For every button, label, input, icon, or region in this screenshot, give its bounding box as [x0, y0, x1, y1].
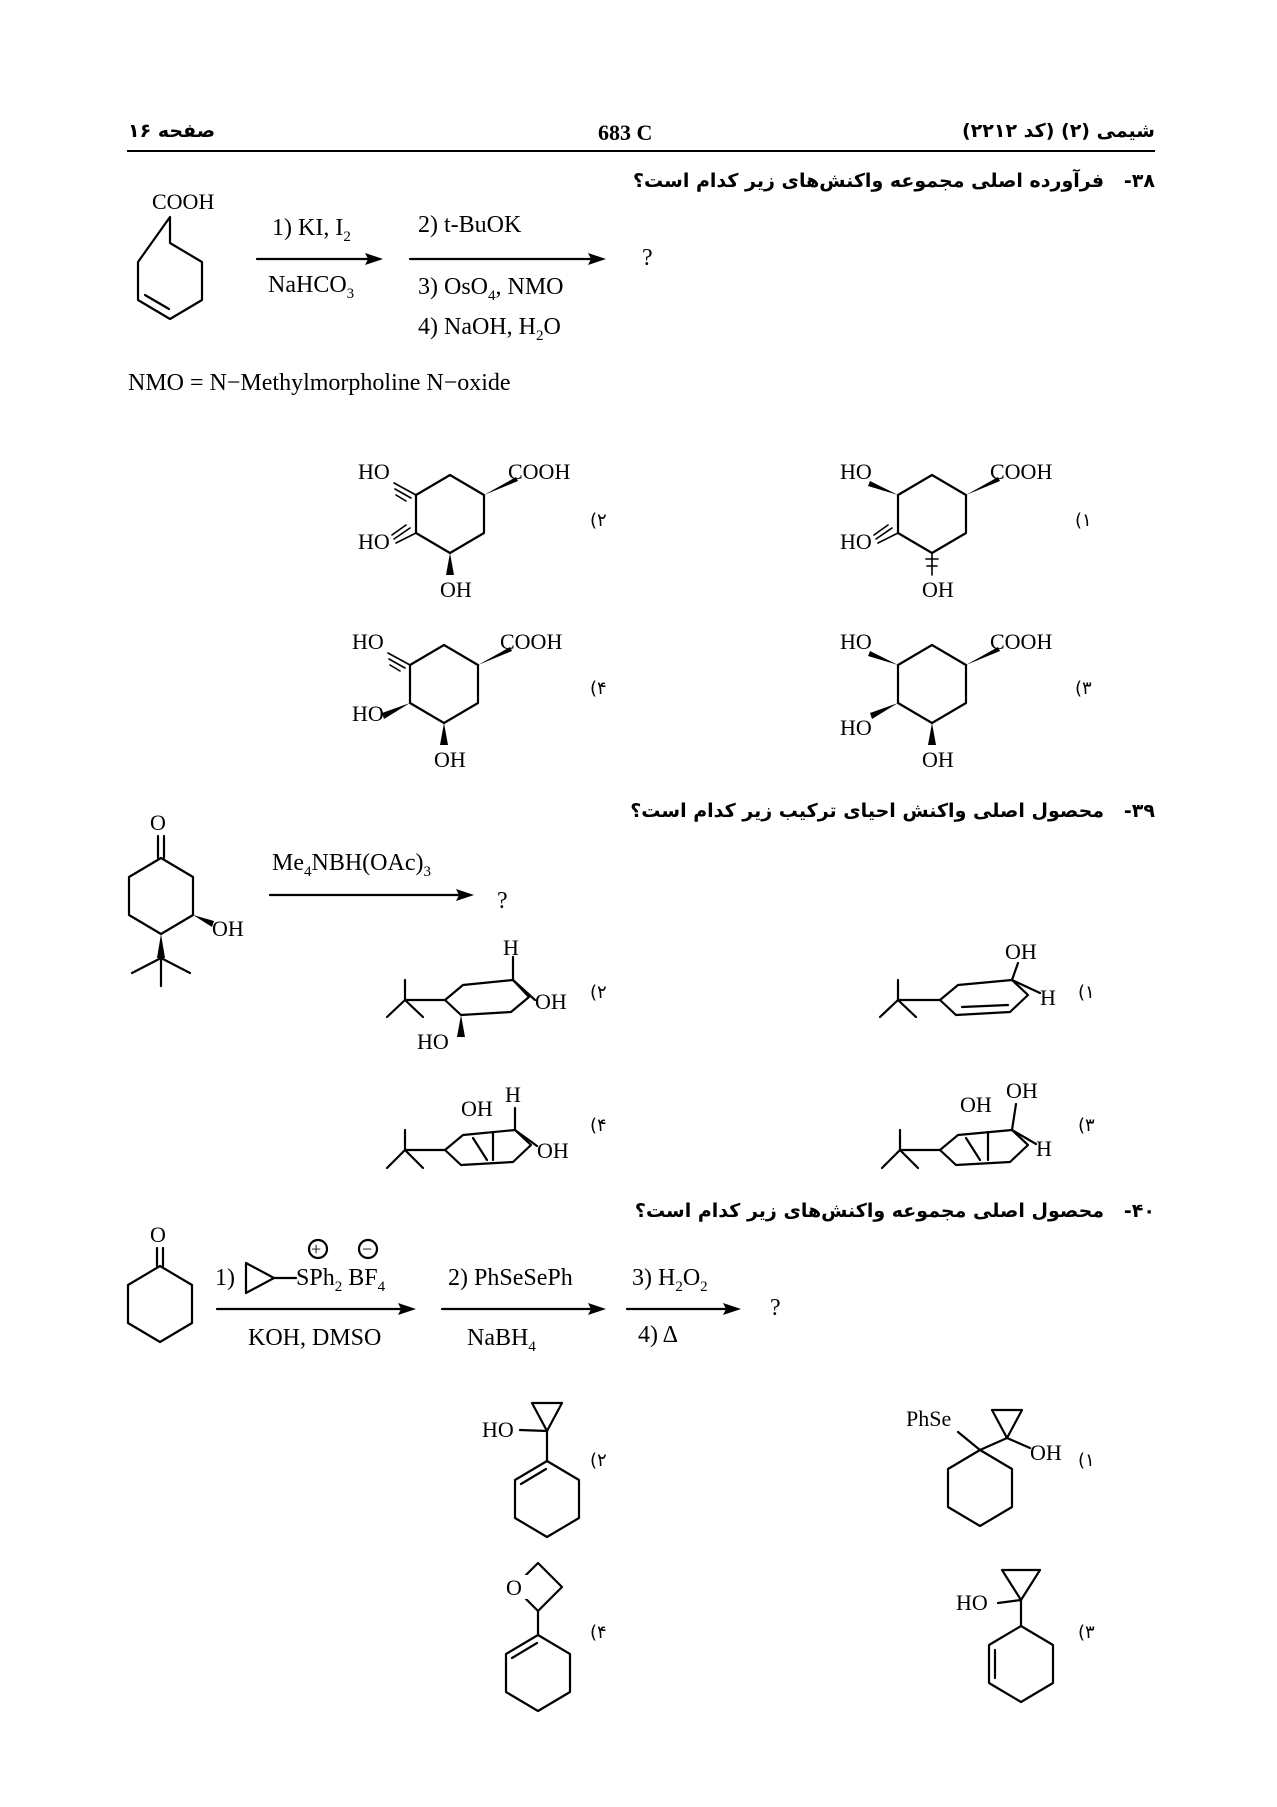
svg-text:H: H — [505, 1082, 521, 1107]
svg-text:+: + — [311, 1239, 322, 1259]
q40-arrow-2 — [440, 1302, 610, 1316]
svg-text:COOH: COOH — [500, 629, 563, 654]
q40-option-4-number[interactable]: (۴ — [590, 1622, 607, 1643]
q40-option-1-number[interactable]: (۱ — [1078, 1450, 1095, 1471]
q40-step2: 2) PhSeSePh — [448, 1265, 573, 1291]
q39-option-1-number[interactable]: (۱ — [1078, 982, 1095, 1003]
svg-text:OH: OH — [535, 989, 567, 1014]
q38-option-2-structure — [358, 455, 598, 605]
q40-number: ۴۰- — [1123, 1200, 1155, 1222]
svg-text:HO: HO — [840, 629, 872, 654]
q40-option-2-structure — [470, 1385, 600, 1565]
q39-reagent: $Me_4NBH(OAc)_3$ — [272, 850, 431, 880]
q39-question-mark: ? — [497, 888, 508, 914]
svg-text:HO: HO — [358, 529, 390, 554]
q40-starting-material — [120, 1220, 210, 1350]
q39-question: محصول اصلی واکنش احیای ترکیب زیر کدام است؟ — [630, 800, 1105, 822]
q39-option-3-number[interactable]: (۳ — [1078, 1115, 1095, 1136]
q40-step4: 4) Δ — [638, 1322, 679, 1348]
q40-option-2-number[interactable]: (۲ — [590, 1450, 607, 1471]
q38-question-mark: ? — [642, 245, 653, 271]
q40-option-1-structure — [900, 1390, 1080, 1550]
q40-text — [635, 1200, 1155, 1222]
svg-text:OH: OH — [922, 747, 954, 772]
q38-nmo-note: NMO = N−Methylmorpholine N−oxide — [128, 370, 511, 396]
header-page-number: صفحه ۱۶ — [128, 120, 216, 142]
q38-text — [633, 170, 1155, 192]
svg-text:HO: HO — [358, 459, 390, 484]
q38-question: فرآورده اصلی مجموعه واکنش‌های زیر کدام است؟ — [633, 170, 1105, 192]
svg-text:HO: HO — [840, 529, 872, 554]
svg-text:HO: HO — [840, 459, 872, 484]
header-rule — [127, 150, 1155, 152]
svg-text:OH: OH — [1006, 1078, 1038, 1103]
q39-starting-material — [120, 808, 260, 998]
svg-text:OH: OH — [1030, 1440, 1062, 1465]
svg-text:O: O — [506, 1575, 522, 1600]
svg-text:OH: OH — [922, 577, 954, 602]
q40-step3: 3) $H_2O_2$ — [632, 1265, 708, 1295]
q38-start-cooh: COOH — [152, 189, 215, 214]
q39-text — [630, 800, 1155, 822]
q38-step1-a: 1) KI, $I_2$ — [272, 215, 351, 245]
q38-option-3-number[interactable]: (۳ — [1075, 678, 1092, 699]
svg-text:HO: HO — [956, 1590, 988, 1615]
svg-text:HO: HO — [840, 715, 872, 740]
q38-step4: 4) NaOH, $H_2O$ — [418, 314, 561, 344]
svg-text:HO: HO — [352, 701, 384, 726]
svg-text:HO: HO — [482, 1417, 514, 1442]
q40-step1-reagent: SPh$_2$ $BF_4$ — [296, 1265, 386, 1295]
q38-arrow-1 — [255, 252, 385, 266]
svg-text:OH: OH — [434, 747, 466, 772]
svg-text:H: H — [1040, 985, 1056, 1010]
q40-question: محصول اصلی مجموعه واکنش‌های زیر کدام است؟ — [634, 1200, 1105, 1222]
svg-text:H: H — [503, 935, 519, 960]
svg-text:OH: OH — [212, 916, 244, 941]
svg-text:HO: HO — [417, 1029, 449, 1054]
q40-question-mark: ? — [770, 1295, 781, 1321]
q38-step1-b: NaHCO$_3$ — [268, 272, 355, 302]
q38-option-1-structure — [840, 455, 1080, 605]
svg-text:COOH: COOH — [990, 459, 1053, 484]
q38-option-4-number[interactable]: (۴ — [590, 678, 607, 699]
svg-text:COOH: COOH — [990, 629, 1053, 654]
svg-text:OH: OH — [1005, 939, 1037, 964]
q39-option-2-number[interactable]: (۲ — [590, 982, 607, 1003]
q40-arrow-1 — [215, 1302, 420, 1316]
svg-text:COOH: COOH — [508, 459, 571, 484]
q39-option-2-structure — [365, 935, 575, 1055]
q39-arrow — [268, 888, 478, 902]
q38-number: ۳۸- — [1123, 170, 1155, 192]
svg-text:H: H — [1036, 1136, 1052, 1161]
q38-starting-material — [120, 185, 240, 335]
q40-step2-conditions: NaBH$_4$ — [467, 1325, 536, 1355]
svg-text:HO: HO — [352, 629, 384, 654]
svg-text:OH: OH — [960, 1092, 992, 1117]
q40-step1-conditions: KOH, DMSO — [248, 1325, 382, 1351]
q38-option-2-number[interactable]: (۲ — [590, 510, 607, 531]
q40-option-3-number[interactable]: (۳ — [1078, 1622, 1095, 1643]
q40-option-3-structure — [950, 1560, 1080, 1710]
q38-step3: 3) OsO$_4$, NMO — [418, 274, 564, 304]
svg-text:OH: OH — [461, 1096, 493, 1121]
q38-step2: 2) t-BuOK — [418, 212, 522, 238]
q40-arrow-3 — [625, 1302, 745, 1316]
header-subject: شیمی (۲) (کد ۲۲۱۲) — [961, 120, 1155, 142]
q39-option-3-structure — [860, 1080, 1080, 1190]
svg-text:OH: OH — [537, 1138, 569, 1163]
header-exam-code: 683 C — [598, 120, 653, 145]
svg-text:O: O — [150, 1222, 166, 1247]
q38-option-4-structure — [352, 625, 592, 775]
svg-text:PhSe: PhSe — [906, 1406, 952, 1431]
q38-arrow-2 — [408, 252, 608, 266]
q40-option-4-structure — [480, 1555, 600, 1710]
svg-text:−: − — [362, 1239, 373, 1259]
svg-text:OH: OH — [440, 577, 472, 602]
q39-option-1-structure — [870, 939, 1080, 1045]
q38-option-3-structure — [840, 625, 1080, 775]
q39-number: ۳۹- — [1123, 800, 1155, 822]
q39-option-4-structure — [365, 1080, 580, 1190]
svg-text:O: O — [150, 810, 166, 835]
q38-option-1-number[interactable]: (۱ — [1075, 510, 1092, 531]
q39-option-4-number[interactable]: (۴ — [590, 1115, 607, 1136]
q40-step1-number: 1) — [215, 1265, 235, 1291]
